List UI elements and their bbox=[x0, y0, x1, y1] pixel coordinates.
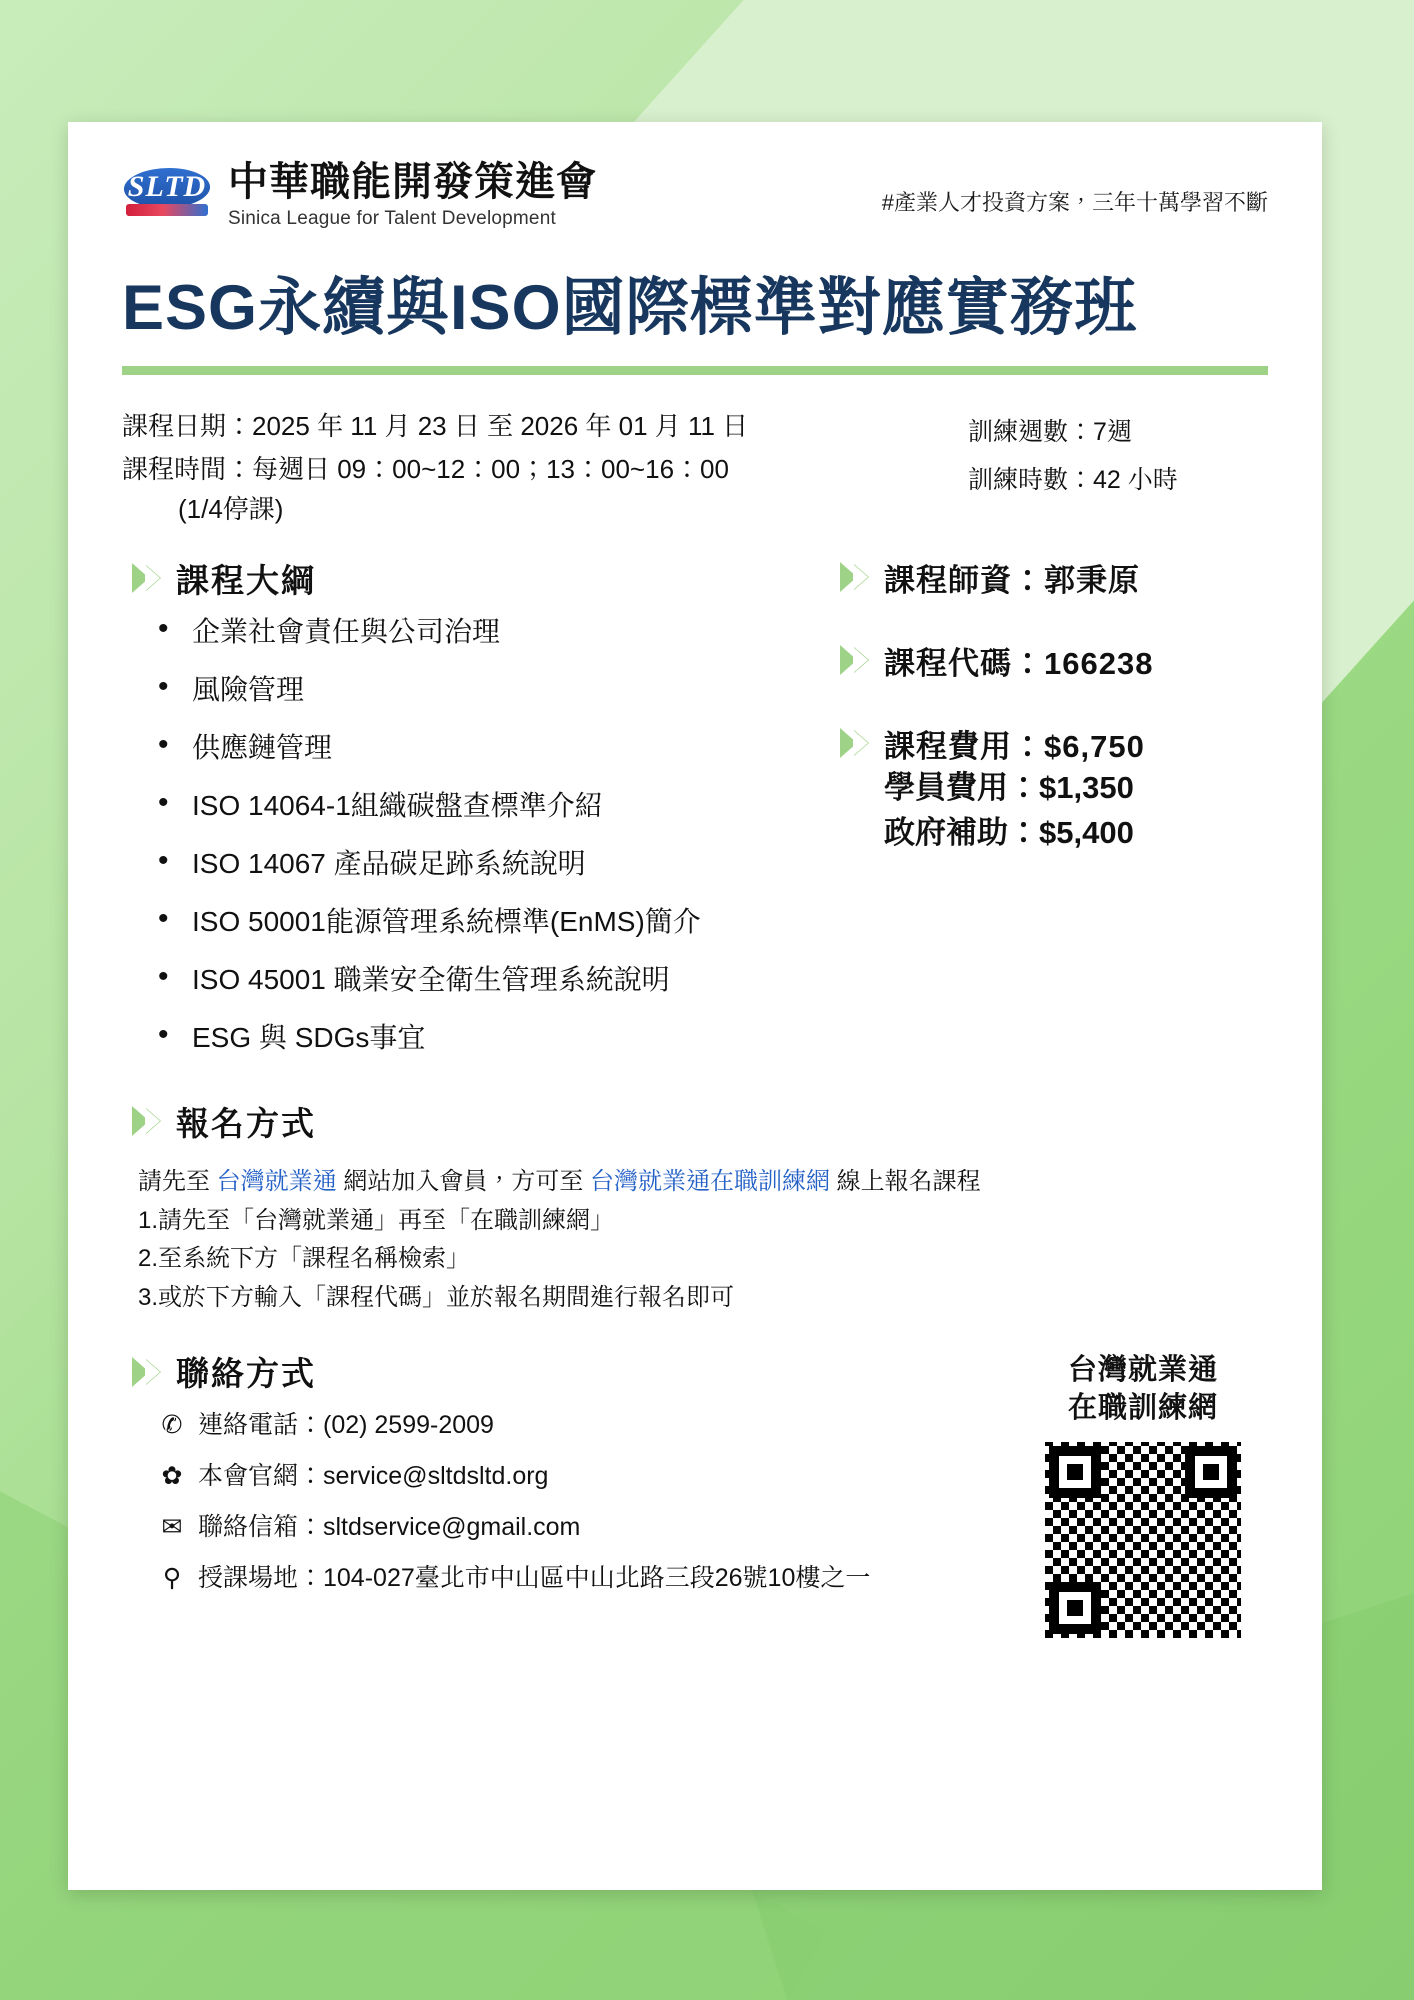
course-time: 課程時間：每週日 09：00~12：00；13：00~16：00 bbox=[122, 453, 729, 484]
page-title: ESG永續與ISO國際標準對應實務班 bbox=[122, 273, 1138, 343]
list-item: • ISO 50001能源管理系統標準(EnMS)簡介 bbox=[150, 908, 822, 936]
fee-student-label: 學員費用：$1,350 bbox=[884, 769, 1134, 805]
phone-icon: ✆ bbox=[161, 1411, 183, 1440]
arrow-icon bbox=[132, 1106, 166, 1136]
fee-block bbox=[840, 721, 1268, 856]
contact-website bbox=[154, 1464, 1018, 1489]
fee-total-label: 課程費用：$6,750 bbox=[884, 728, 1145, 764]
instructor-label: 課程師資：郭秉原 bbox=[884, 562, 1140, 598]
registration-intro-pre: 請先至 bbox=[138, 1167, 217, 1195]
hashtag-text: #產業人才投資方案，三年十萬學習不斷 bbox=[881, 190, 1268, 215]
link-taiwanjobs-training[interactable]: 台灣就業通在職訓練網 bbox=[590, 1167, 831, 1195]
arrow-icon bbox=[840, 645, 874, 675]
contact-heading bbox=[132, 1348, 1018, 1395]
mail-icon: ✉ bbox=[161, 1513, 183, 1542]
title-divider bbox=[122, 366, 1268, 375]
fee-heading bbox=[840, 721, 1268, 766]
outline-heading bbox=[132, 555, 822, 602]
qr-code-image[interactable] bbox=[1045, 1442, 1241, 1638]
org-name-en: Sinica League for Talent Development bbox=[228, 208, 556, 229]
registration-heading bbox=[132, 1098, 1268, 1145]
list-item: • ISO 14067 產品碳足跡系統說明 bbox=[150, 850, 822, 878]
arrow-icon bbox=[840, 728, 874, 758]
outline-heading-label: 課程大綱 bbox=[176, 561, 316, 599]
list-item: • 企業社會責任與公司治理 bbox=[150, 618, 822, 646]
brand-block bbox=[122, 158, 597, 230]
title-wrap bbox=[68, 230, 1322, 344]
registration-intro bbox=[132, 1163, 1268, 1202]
list-item: • ESG 與 SDGs事宜 bbox=[150, 1024, 822, 1052]
contact-email bbox=[154, 1515, 1018, 1540]
contact-address bbox=[154, 1566, 1018, 1591]
course-code-label: 課程代碼：166238 bbox=[884, 645, 1154, 681]
course-code-block bbox=[840, 638, 1268, 683]
sidebar-column bbox=[822, 555, 1268, 1082]
list-item: • 供應鏈管理 bbox=[150, 734, 822, 762]
main-columns bbox=[68, 529, 1322, 1082]
instructor-block bbox=[840, 555, 1268, 600]
poster-header bbox=[68, 122, 1322, 230]
course-info bbox=[68, 375, 1322, 528]
training-hours: 訓練時數：42 小時 bbox=[968, 465, 1178, 494]
arrow-icon bbox=[840, 562, 874, 592]
list-item: • ISO 45001 職業安全衛生管理系統說明 bbox=[150, 966, 822, 994]
outline-column bbox=[132, 555, 822, 1082]
course-info-right bbox=[968, 405, 1268, 504]
contact-left bbox=[132, 1348, 1018, 1617]
arrow-icon bbox=[132, 1357, 166, 1387]
qr-label-line2: 在職訓練網 bbox=[1067, 1391, 1218, 1424]
contact-phone bbox=[154, 1413, 1018, 1438]
course-info-left bbox=[122, 405, 968, 528]
registration-section bbox=[68, 1082, 1322, 1319]
registration-step: 3.或於下方輸入「課程代碼」並於報名期間進行報名即可 bbox=[138, 1284, 735, 1312]
contact-list bbox=[132, 1413, 1018, 1591]
outline-list bbox=[132, 615, 822, 1053]
arrow-icon bbox=[132, 563, 166, 593]
link-taiwanjobs[interactable]: 台灣就業通 bbox=[216, 1167, 337, 1195]
gear-icon: ✿ bbox=[161, 1462, 183, 1491]
sltd-logo-icon bbox=[122, 162, 214, 224]
contact-address-text: 授課場地：104-027臺北市中山區中山北路三段26號10樓之一 bbox=[198, 1564, 871, 1593]
contact-phone-text: 連絡電話：(02) 2599-2009 bbox=[198, 1411, 494, 1440]
list-item: • ISO 14064-1組織碳盤查標準介紹 bbox=[150, 792, 822, 820]
contact-heading-label: 聯絡方式 bbox=[176, 1355, 316, 1393]
brand-names bbox=[228, 158, 597, 230]
registration-step: 1.請先至「台灣就業通」再至「在職訓練網」 bbox=[138, 1206, 615, 1234]
location-pin-icon: ⚲ bbox=[162, 1564, 182, 1593]
list-item: • 風險管理 bbox=[150, 676, 822, 704]
qr-label-line1: 台灣就業通 bbox=[1067, 1354, 1218, 1387]
course-time-note: (1/4停課) bbox=[178, 493, 284, 524]
contact-section bbox=[68, 1318, 1322, 1637]
qr-column bbox=[1018, 1348, 1268, 1637]
course-date: 課程日期：2025 年 11 月 23 日 至 2026 年 01 月 11 日 bbox=[122, 411, 749, 442]
instructor-heading bbox=[840, 555, 1268, 600]
training-weeks: 訓練週數：7週 bbox=[968, 418, 1132, 447]
org-name-cn: 中華職能開發策進會 bbox=[228, 160, 597, 204]
registration-heading-label: 報名方式 bbox=[176, 1104, 316, 1142]
contact-email-text: 聯絡信箱：sltdservice@gmail.com bbox=[198, 1513, 581, 1542]
registration-intro-post: 線上報名課程 bbox=[830, 1167, 981, 1195]
fee-subsidy-label: 政府補助：$5,400 bbox=[884, 814, 1134, 850]
contact-website-text: 本會官網：service@sltdsltd.org bbox=[198, 1462, 549, 1491]
logo-text: SLTD bbox=[127, 170, 207, 203]
registration-intro-mid: 網站加入會員，方可至 bbox=[336, 1167, 591, 1195]
registration-step: 2.至系統下方「課程名稱檢索」 bbox=[138, 1245, 471, 1273]
course-code-heading bbox=[840, 638, 1268, 683]
poster-card bbox=[68, 122, 1322, 1890]
